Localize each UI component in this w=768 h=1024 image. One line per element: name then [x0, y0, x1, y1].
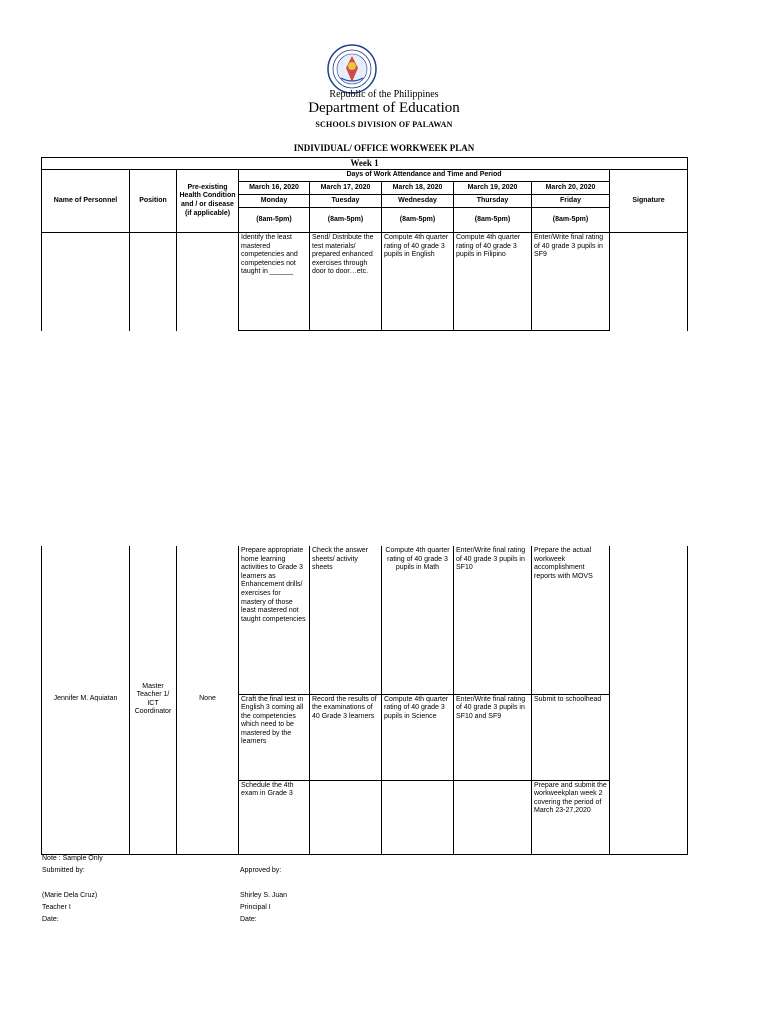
approver-date-label: Date:: [240, 916, 257, 923]
workweek-plan-table-top: [41, 157, 688, 331]
header-name-of-personnel: Name of Personnel: [42, 170, 130, 233]
submitter-title: Teacher I: [42, 904, 71, 911]
personnel-name: Jennifer M. Aquiatan: [42, 546, 130, 854]
republic-heading: Republic of the Philippines: [329, 89, 439, 100]
personnel-position: Master Teacher 1/ ICT Coordinator: [130, 546, 177, 854]
submitted-by-label: Submitted by:: [42, 867, 85, 874]
workweek-plan-table-bottom: [41, 546, 688, 855]
task-cell: Identify the least mastered competencies and competencies not taught in ______: [239, 233, 310, 331]
day-time: (8am-5pm): [239, 208, 310, 233]
deped-seal-logo: [327, 44, 377, 94]
day-name: Monday: [239, 195, 310, 208]
signature-cell: [610, 546, 688, 854]
task-cell: Prepare appropriate home learning activities to Grade 3 learners as Enhancement drills/ exercises for mastery of those least mastered not taught competencies: [239, 546, 310, 694]
task-cell: Prepare and submit the workweekplan week 2 covering the period of March 23-27,2020: [532, 780, 610, 854]
day-name: Tuesday: [310, 195, 382, 208]
header-days-of-work: Days of Work Attendance and Time and Period: [239, 170, 610, 182]
signature-cell: [610, 233, 688, 331]
approver-title: Principal I: [240, 904, 271, 911]
header-health-condition: Pre-existing Health Condition and / or disease (if applicable): [177, 170, 239, 233]
department-heading: Department of Education: [308, 100, 460, 116]
header-signature: Signature: [610, 170, 688, 233]
task-cell: Compute 4th quarter rating of 40 grade 3 pupils in Science: [382, 694, 454, 780]
task-cell: [454, 780, 532, 854]
task-cell: Enter/Write final rating of 40 grade 3 pupils in SF10: [454, 546, 532, 694]
personnel-condition: None: [177, 546, 239, 854]
task-cell: Enter/Write final rating of 40 grade 3 pupils in SF10 and SF9: [454, 694, 532, 780]
task-cell: Compute 4th quarter rating of 40 grade 3 pupils in Math: [382, 546, 454, 694]
day-date: March 18, 2020: [382, 182, 454, 195]
task-cell: Compute 4th quarter rating of 40 grade 3 pupils in Filipino: [454, 233, 532, 331]
day-time: (8am-5pm): [454, 208, 532, 233]
division-heading: SCHOOLS DIVISION OF PALAWAN: [315, 120, 453, 129]
day-date: March 16, 2020: [239, 182, 310, 195]
approver-name: Shirley S. Juan: [240, 892, 288, 899]
task-cell: Enter/Write final rating of 40 grade 3 pupils in SF9: [532, 233, 610, 331]
approved-by-label: Approved by:: [240, 867, 282, 874]
header-position: Position: [130, 170, 177, 233]
task-cell: Compute 4th quarter rating of 40 grade 3 pupils in English: [382, 233, 454, 331]
day-time: (8am-5pm): [532, 208, 610, 233]
task-cell: Record the results of the examinations of 40 Grade 3 learners: [310, 694, 382, 780]
personnel-name-cell: [42, 233, 130, 331]
day-time: (8am-5pm): [382, 208, 454, 233]
position-cell: [130, 233, 177, 331]
day-name: Friday: [532, 195, 610, 208]
day-date: March 20, 2020: [532, 182, 610, 195]
submitter-name: (Marie Dela Cruz): [42, 892, 98, 899]
task-cell: Send/ Distribute the test materials/ prepared enhanced exercises through door to door…etc.: [310, 233, 382, 331]
task-cell: Check the answer sheets/ activity sheets: [310, 546, 382, 694]
submitter-date-label: Date:: [42, 916, 59, 923]
day-name: Wednesday: [382, 195, 454, 208]
task-cell: [310, 780, 382, 854]
day-date: March 17, 2020: [310, 182, 382, 195]
condition-cell: [177, 233, 239, 331]
task-cell: Craft the final test in English 3 coming all the competencies which need to be mastered by the learners: [239, 694, 310, 780]
task-cell: Prepare the actual workweek accomplishment reports with MOVS: [532, 546, 610, 694]
plan-title: INDIVIDUAL/ OFFICE WORKWEEK PLAN: [293, 143, 475, 153]
day-name: Thursday: [454, 195, 532, 208]
note-sample-only: Note : Sample Only: [42, 855, 103, 862]
task-cell: [382, 780, 454, 854]
week-label: Week 1: [42, 158, 688, 170]
day-time: (8am-5pm): [310, 208, 382, 233]
task-cell: Submit to schoolhead: [532, 694, 610, 780]
day-date: March 19, 2020: [454, 182, 532, 195]
task-cell: Schedule the 4th exam in Grade 3: [239, 780, 310, 854]
